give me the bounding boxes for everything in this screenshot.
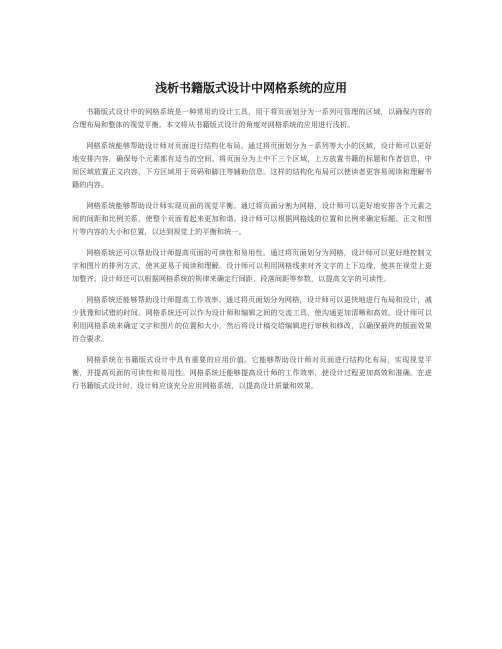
paragraph: 网格系统在书籍版式设计中具有重要的应用价值。它能够帮助设计师对页面进行结构化布局，实现视觉平衡，并提高页面的可读性和易用性。网格系统还能够提高设计师的工作效率，使设计过程更加高效和准确。在进行书籍版式设计时，设计师应该充分应用网格系统，以提高设计质量和效果。: [72, 355, 432, 390]
document-title: 浅析书籍版式设计中网格系统的应用: [154, 81, 347, 95]
paragraph: 网格系统能够帮助设计师实现页面的视觉平衡。通过将页面分割为网格，设计师可以更好地安排各个元素之间的间距和比例关系，使整个页面看起来更加和谐。设计师可以根据网格线的位置和比例来确定标题、正文和图片等内容的大小和位置，以达到视觉上的平衡和统一。: [72, 201, 432, 236]
paragraph: 网格系统还能够帮助设计师提高工作效率。通过将页面划分为网格，设计师可以更快地进行布局和设计，减少犹豫和试错的时间。网格系统还可以作为设计师和编辑之间的交流工具，使沟通更加清晰和高效。设计师可以利用网格系统来确定文字和图片的位置和大小，然后将设计稿交给编辑进行审核和修改，以确保最终的版面效果符合要求。: [72, 295, 432, 343]
document-body: [72, 106, 432, 401]
paragraph: 网格系统还可以帮助设计师提高页面的可读性和易用性。通过将页面划分为网格，设计师可以更好地控制文字和图片的排列方式，使其更易于阅读和理解。设计师可以利用网格线来对齐文字的上下边缘，使其在视觉上更加整齐。设计师还可以根据网格系统的规律来确定行间距、段落间距等参数，以提高文字的可读性。: [72, 248, 432, 283]
paragraph: 书籍版式设计中的网格系统是一种常用的设计工具，用于将页面划分为一系列可管理的区域，以确保内容的合理布局和整体的视觉平衡。本文将从书籍版式设计的角度对网格系统的应用进行浅析。: [72, 107, 432, 129]
paragraph: 网格系统能够帮助设计师对页面进行结构化布局。通过将页面划分为一系列等大小的区域，设计师可以更好地安排内容，确保每个元素都有适当的空间。将页面分为上中下三个区域，上方放置书籍的标题和作者信息，中间区域放置正文内容，下方区域用于页码和脚注等辅助信息。这样的结构化布局可以使读者更容易阅读和理解书籍的内容。: [72, 141, 432, 189]
